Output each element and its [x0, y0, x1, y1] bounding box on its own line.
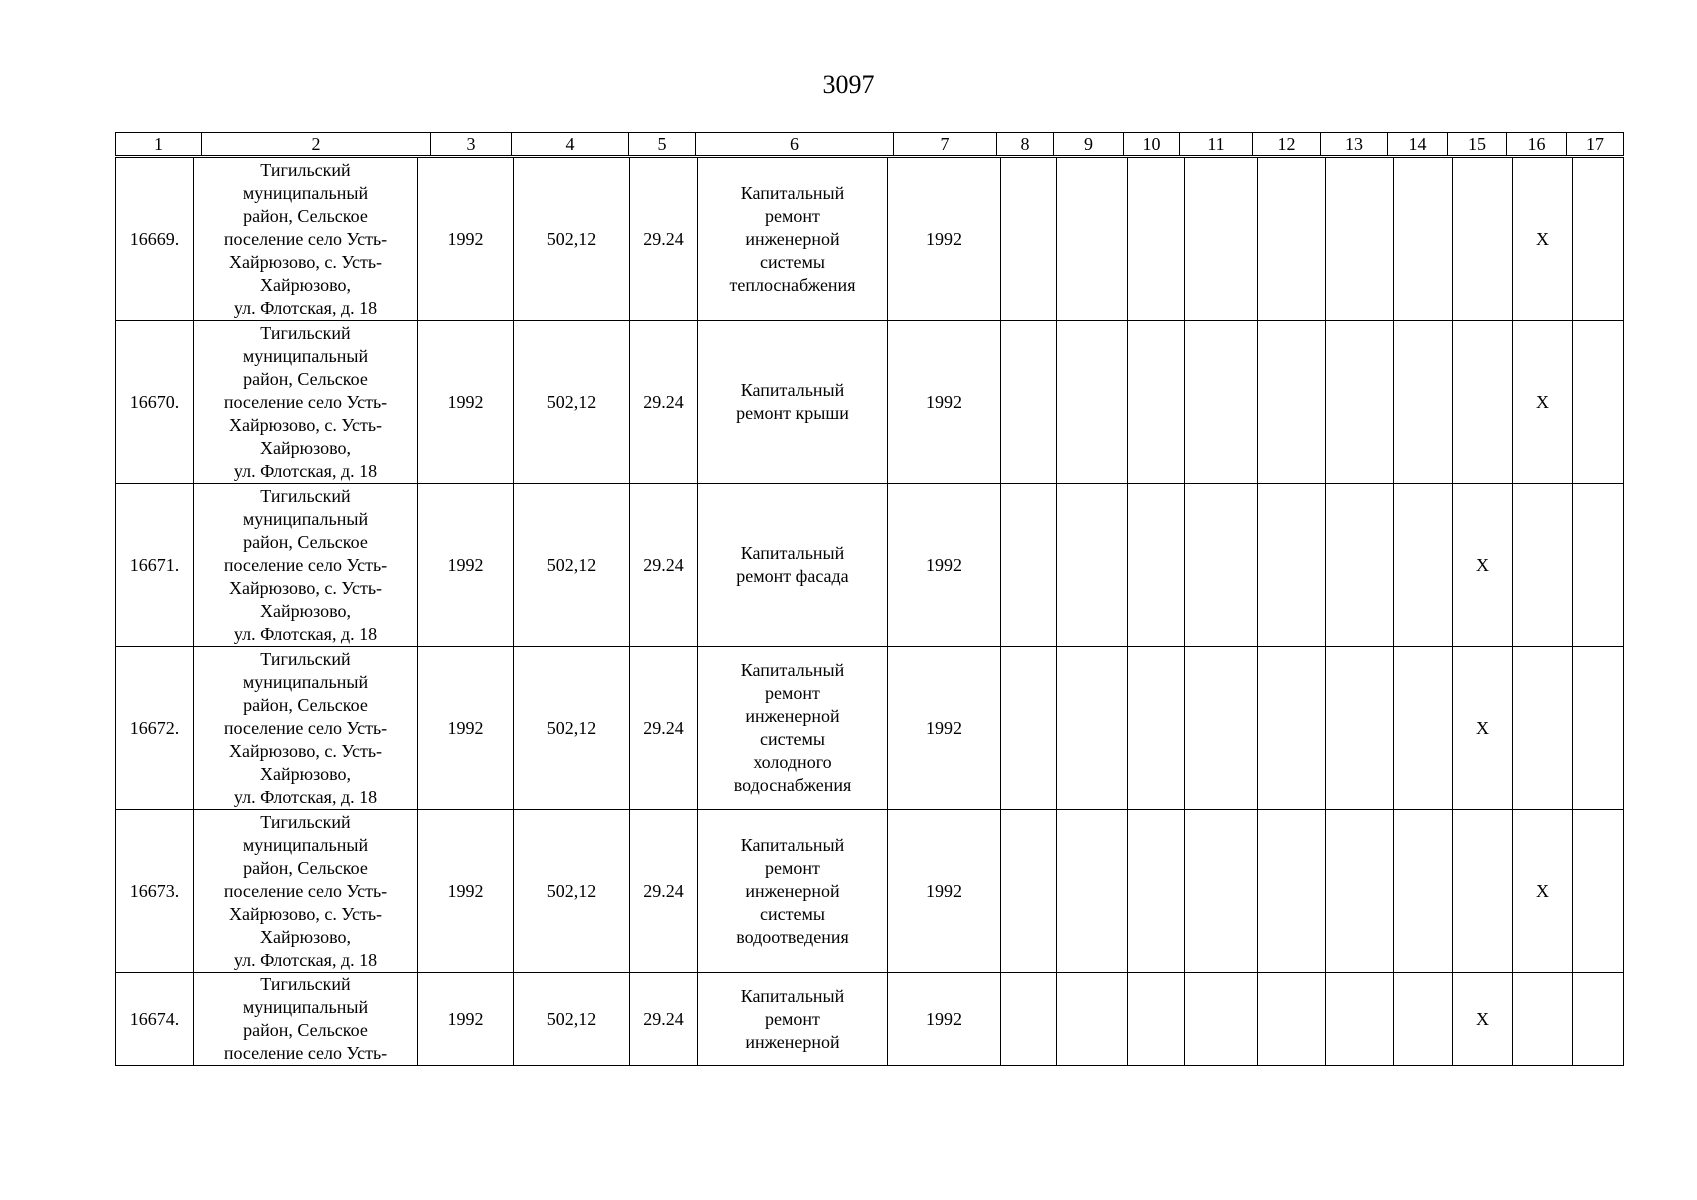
work-type-cell: [698, 321, 888, 484]
year-cell: 1992: [418, 810, 514, 973]
work-type-cell: [698, 158, 888, 321]
work-type-cell-line: инженерной: [745, 706, 840, 726]
address-cell-line: Хайрюзово,: [260, 763, 351, 784]
address-cell-lines: [194, 973, 417, 1065]
address-cell-line: поселение село Усть-: [223, 1043, 388, 1063]
empty-cell-col10: [1128, 810, 1185, 973]
year-built-cell: 1992: [888, 484, 1001, 647]
column-number-header: [115, 132, 1624, 156]
area-cell: 502,12: [514, 973, 630, 1066]
empty-cell-col9: [1057, 973, 1128, 1066]
mark-cell-col15: X: [1453, 973, 1513, 1066]
address-cell-line: ул. Флотская, д. 18: [233, 949, 378, 970]
address-cell-line: Хайрюзово,: [260, 437, 351, 458]
year-cell: 1992: [418, 647, 514, 810]
mark-cell-col15: [1453, 810, 1513, 973]
address-cell: [194, 647, 418, 810]
area-cell: 502,12: [514, 484, 630, 647]
empty-cell-col13: [1326, 810, 1394, 973]
mark-cell-col15: [1453, 321, 1513, 484]
header-cell: 17: [1567, 133, 1624, 156]
empty-cell-col10: [1128, 158, 1185, 321]
address-cell-line: муниципальный: [242, 671, 369, 692]
work-type-cell-line: ремонт: [765, 683, 820, 703]
empty-cell-col12: [1258, 321, 1326, 484]
address-cell-line: муниципальный: [242, 997, 369, 1017]
mark-cell-col16: [1513, 647, 1573, 810]
year-built-cell: 1992: [888, 973, 1001, 1066]
empty-cell-col8: [1001, 973, 1057, 1066]
header-cell: 3: [431, 133, 512, 156]
row-number-cell: 16672.: [116, 647, 194, 810]
address-cell-line: район, Сельское: [243, 368, 368, 389]
mark-cell-col15: X: [1453, 647, 1513, 810]
address-cell-line: Хайрюзово,: [260, 600, 351, 621]
header-cell: 1: [116, 133, 202, 156]
empty-cell-col13: [1326, 647, 1394, 810]
address-cell-lines: [194, 648, 417, 809]
work-type-cell-line: Капитальный: [740, 380, 845, 400]
work-type-cell: [698, 484, 888, 647]
empty-cell-col11: [1185, 973, 1258, 1066]
row-number-cell: 16674.: [116, 973, 194, 1066]
work-type-cell-line: системы: [760, 251, 825, 272]
work-type-cell-line: Капитальный: [740, 985, 845, 1006]
work-type-cell-line: Капитальный: [740, 834, 845, 855]
empty-cell-col9: [1057, 484, 1128, 647]
address-cell-line: Тигильский: [260, 159, 351, 180]
work-type-cell-line: инженерной: [745, 1031, 840, 1052]
empty-cell-col8: [1001, 647, 1057, 810]
work-type-cell-line: Капитальный: [740, 660, 845, 680]
empty-cell-col17: [1573, 647, 1624, 810]
table-row: [116, 158, 1624, 321]
address-cell-line: Хайрюзово,: [260, 926, 351, 947]
work-type-cell-line: системы: [760, 729, 825, 749]
work-type-cell-lines: [698, 985, 887, 1054]
empty-cell-col17: [1573, 484, 1624, 647]
empty-cell-col8: [1001, 158, 1057, 321]
work-type-cell: [698, 647, 888, 810]
empty-cell-col10: [1128, 647, 1185, 810]
wear-cell: 29.24: [630, 321, 698, 484]
work-type-cell-line: водоотведения: [736, 926, 849, 947]
address-cell-line: район, Сельское: [243, 205, 368, 226]
address-cell-line: муниципальный: [242, 182, 369, 203]
work-type-cell-lines: [698, 659, 887, 797]
address-cell-line: муниципальный: [242, 834, 369, 855]
header-cell: 16: [1507, 133, 1567, 156]
work-type-cell-line: ремонт крыши: [736, 403, 849, 423]
wear-cell: 29.24: [630, 158, 698, 321]
empty-cell-col14: [1394, 647, 1453, 810]
address-cell-line: поселение село Усть-: [223, 880, 388, 901]
address-cell-line: Тигильский: [260, 811, 351, 832]
empty-cell-col12: [1258, 158, 1326, 321]
address-cell-line: Хайрюзово, с. Усть-: [228, 577, 383, 598]
repair-schedule-table: [115, 157, 1624, 1066]
row-number-cell: 16669.: [116, 158, 194, 321]
work-type-cell-line: системы: [760, 903, 825, 924]
mark-cell-col15: [1453, 158, 1513, 321]
empty-cell-col10: [1128, 484, 1185, 647]
header-cell: 11: [1180, 133, 1253, 156]
header-cell: 4: [512, 133, 629, 156]
empty-cell-col17: [1573, 973, 1624, 1066]
header-cell: 9: [1054, 133, 1124, 156]
empty-cell-col12: [1258, 647, 1326, 810]
work-type-cell-lines: [698, 542, 887, 588]
empty-cell-col17: [1573, 158, 1624, 321]
work-type-cell-line: водоснабжения: [733, 775, 852, 795]
year-built-cell: 1992: [888, 810, 1001, 973]
work-type-cell: [698, 810, 888, 973]
work-type-cell-line: ремонт фасада: [736, 566, 849, 586]
address-cell-line: поселение село Усть-: [223, 554, 388, 575]
empty-cell-col8: [1001, 321, 1057, 484]
address-cell-line: Тигильский: [260, 974, 351, 994]
row-number-cell: 16671.: [116, 484, 194, 647]
mark-cell-col16: X: [1513, 321, 1573, 484]
header-cell: 8: [997, 133, 1054, 156]
work-type-cell-line: Капитальный: [740, 182, 845, 203]
empty-cell-col8: [1001, 810, 1057, 973]
year-cell: 1992: [418, 321, 514, 484]
address-cell-line: Хайрюзово, с. Усть-: [228, 251, 383, 272]
empty-cell-col9: [1057, 647, 1128, 810]
header-cell: 15: [1448, 133, 1507, 156]
year-cell: 1992: [418, 973, 514, 1066]
work-type-cell-line: инженерной: [745, 228, 840, 249]
table-row: [116, 484, 1624, 647]
row-number-cell: 16670.: [116, 321, 194, 484]
empty-cell-col9: [1057, 810, 1128, 973]
address-cell-line: Хайрюзово, с. Усть-: [228, 740, 383, 761]
area-cell: 502,12: [514, 810, 630, 973]
empty-cell-col13: [1326, 158, 1394, 321]
empty-cell-col11: [1185, 647, 1258, 810]
work-type-cell-line: Капитальный: [740, 543, 845, 563]
address-cell-line: район, Сельское: [243, 1020, 368, 1040]
mark-cell-col15: X: [1453, 484, 1513, 647]
empty-cell-col10: [1128, 973, 1185, 1066]
empty-cell-col11: [1185, 321, 1258, 484]
work-type-cell: [698, 973, 888, 1066]
work-type-cell-line: теплоснабжения: [729, 274, 856, 295]
mark-cell-col16: [1513, 973, 1573, 1066]
address-cell-line: поселение село Усть-: [223, 717, 388, 738]
address-cell-line: ул. Флотская, д. 18: [233, 786, 378, 807]
empty-cell-col9: [1057, 158, 1128, 321]
year-built-cell: 1992: [888, 158, 1001, 321]
wear-cell: 29.24: [630, 973, 698, 1066]
year-built-cell: 1992: [888, 647, 1001, 810]
address-cell-line: ул. Флотская, д. 18: [233, 460, 378, 481]
wear-cell: 29.24: [630, 810, 698, 973]
empty-cell-col12: [1258, 484, 1326, 647]
address-cell-line: Хайрюзово,: [260, 274, 351, 295]
address-cell: [194, 973, 418, 1066]
row-number-cell: 16673.: [116, 810, 194, 973]
work-type-cell-line: ремонт: [765, 205, 820, 226]
empty-cell-col9: [1057, 321, 1128, 484]
address-cell-lines: [194, 322, 417, 483]
work-type-cell-line: холодного: [753, 752, 832, 772]
header-cell: 2: [202, 133, 431, 156]
address-cell-line: район, Сельское: [243, 694, 368, 715]
address-cell-line: район, Сельское: [243, 531, 368, 552]
address-cell-line: район, Сельское: [243, 857, 368, 878]
mark-cell-col16: X: [1513, 158, 1573, 321]
address-cell-line: поселение село Усть-: [223, 391, 388, 412]
empty-cell-col10: [1128, 321, 1185, 484]
empty-cell-col8: [1001, 484, 1057, 647]
address-cell-line: ул. Флотская, д. 18: [233, 623, 378, 644]
table-row: [116, 973, 1624, 1066]
year-cell: 1992: [418, 484, 514, 647]
address-cell: [194, 810, 418, 973]
empty-cell-col14: [1394, 321, 1453, 484]
address-cell-line: муниципальный: [242, 508, 369, 529]
header-row: [116, 133, 1624, 156]
address-cell: [194, 321, 418, 484]
address-cell-line: Хайрюзово, с. Усть-: [228, 903, 383, 924]
empty-cell-col17: [1573, 810, 1624, 973]
address-cell-line: Тигильский: [260, 322, 351, 343]
header-cell: 12: [1253, 133, 1321, 156]
empty-cell-col14: [1394, 484, 1453, 647]
area-cell: 502,12: [514, 158, 630, 321]
empty-cell-col11: [1185, 484, 1258, 647]
empty-cell-col17: [1573, 321, 1624, 484]
mark-cell-col16: X: [1513, 810, 1573, 973]
address-cell-line: ул. Флотская, д. 18: [233, 297, 378, 318]
year-built-cell: 1992: [888, 321, 1001, 484]
address-cell-line: Тигильский: [260, 485, 351, 506]
work-type-cell-line: инженерной: [745, 880, 840, 901]
work-type-cell-lines: [698, 379, 887, 425]
header-cell: 10: [1124, 133, 1180, 156]
address-cell-lines: [194, 159, 417, 320]
empty-cell-col11: [1185, 810, 1258, 973]
empty-cell-col14: [1394, 810, 1453, 973]
wear-cell: 29.24: [630, 647, 698, 810]
empty-cell-col11: [1185, 158, 1258, 321]
empty-cell-col13: [1326, 484, 1394, 647]
table-row: [116, 810, 1624, 973]
address-cell-line: поселение село Усть-: [223, 228, 388, 249]
page-number: 3097: [822, 70, 875, 99]
empty-cell-col13: [1326, 973, 1394, 1066]
empty-cell-col13: [1326, 321, 1394, 484]
empty-cell-col14: [1394, 158, 1453, 321]
table-row: [116, 321, 1624, 484]
address-cell: [194, 484, 418, 647]
empty-cell-col12: [1258, 810, 1326, 973]
header-cell: 14: [1388, 133, 1448, 156]
address-cell-line: муниципальный: [242, 345, 369, 366]
address-cell-lines: [194, 485, 417, 646]
header-cell: 5: [629, 133, 696, 156]
header-cell: 7: [894, 133, 997, 156]
header-cell: 13: [1321, 133, 1388, 156]
mark-cell-col16: [1513, 484, 1573, 647]
work-type-cell-lines: [698, 834, 887, 949]
area-cell: 502,12: [514, 321, 630, 484]
empty-cell-col12: [1258, 973, 1326, 1066]
work-type-cell-line: ремонт: [765, 1008, 820, 1029]
address-cell: [194, 158, 418, 321]
wear-cell: 29.24: [630, 484, 698, 647]
address-cell-line: Тигильский: [260, 648, 351, 669]
year-cell: 1992: [418, 158, 514, 321]
work-type-cell-lines: [698, 182, 887, 297]
work-type-cell-line: ремонт: [765, 857, 820, 878]
address-cell-lines: [194, 811, 417, 972]
empty-cell-col14: [1394, 973, 1453, 1066]
address-cell-line: Хайрюзово, с. Усть-: [228, 414, 383, 435]
table-row: [116, 647, 1624, 810]
area-cell: 502,12: [514, 647, 630, 810]
header-cell: 6: [696, 133, 894, 156]
